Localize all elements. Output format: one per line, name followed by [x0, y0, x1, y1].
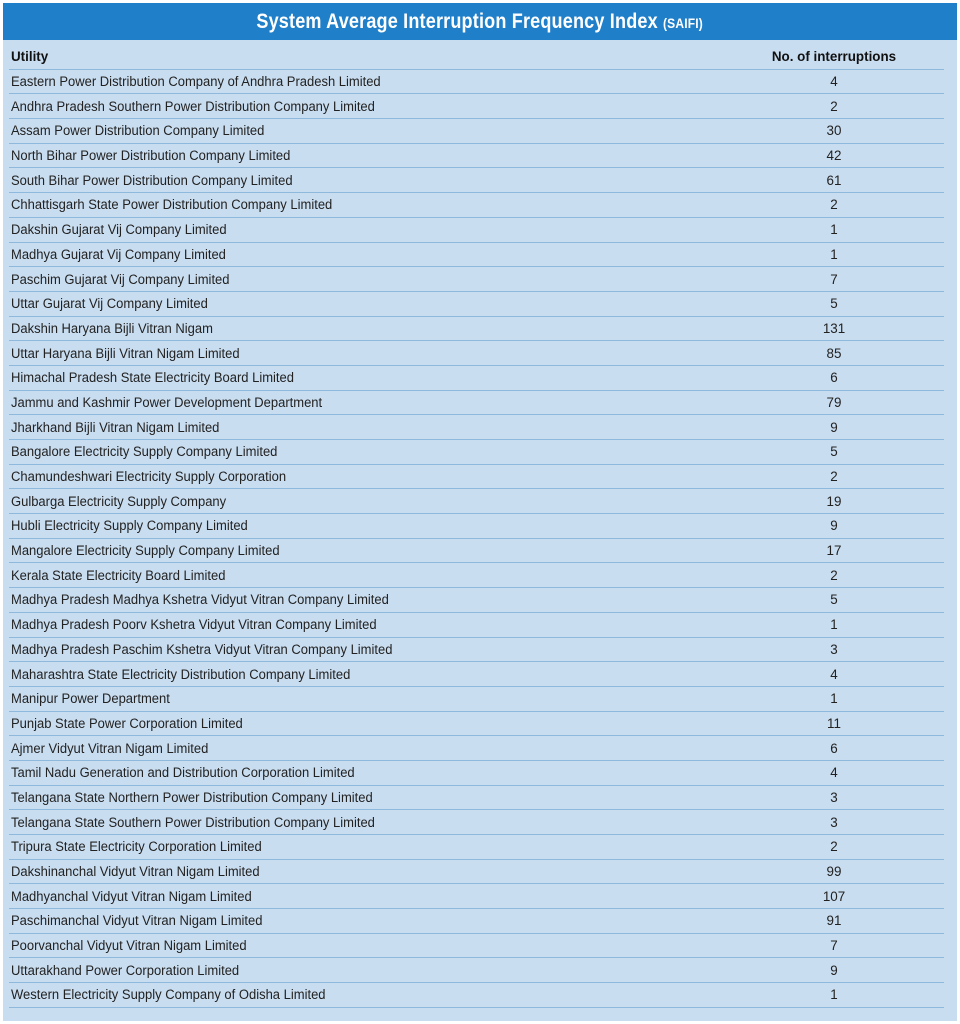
title-banner: [3, 3, 957, 40]
utility-name: Eastern Power Distribution Company of Andhra Pradesh Limited: [11, 74, 381, 90]
interruptions-value: 6: [744, 736, 944, 761]
utility-name-cell: [9, 143, 744, 168]
title-abbreviation: (SAIFI): [663, 14, 704, 31]
table-row: [9, 909, 944, 934]
interruptions-value: 7: [744, 267, 944, 292]
utility-name-cell: [9, 637, 744, 662]
table-row: [9, 365, 944, 390]
utility-name-cell: [9, 810, 744, 835]
utility-name-cell: [9, 662, 744, 687]
utility-name: Jammu and Kashmir Power Development Department: [11, 394, 323, 410]
utility-name: Chhattisgarh State Power Distribution Company Limited: [11, 197, 333, 213]
utility-name: Bangalore Electricity Supply Company Limited: [11, 444, 278, 460]
utility-name: Chamundeshwari Electricity Supply Corporation: [11, 469, 287, 485]
utility-name: Jharkhand Bijli Vitran Nigam Limited: [11, 419, 220, 435]
interruptions-value: 5: [744, 291, 944, 316]
interruptions-value: 6: [744, 365, 944, 390]
interruptions-value: 2: [744, 94, 944, 119]
table-row: [9, 662, 944, 687]
utility-name-cell: [9, 193, 744, 218]
interruptions-value: 5: [744, 588, 944, 613]
table-row: [9, 464, 944, 489]
utility-name: Mangalore Electricity Supply Company Limited: [11, 543, 280, 559]
interruptions-value: 3: [744, 637, 944, 662]
utility-name: Hubli Electricity Supply Company Limited: [11, 518, 248, 534]
table-row: [9, 514, 944, 539]
table-row: [9, 69, 944, 94]
interruptions-value: 4: [744, 662, 944, 687]
utility-name: Punjab State Power Corporation Limited: [11, 715, 243, 731]
interruptions-value: 131: [744, 316, 944, 341]
table-row: [9, 538, 944, 563]
utility-name: Telangana State Southern Power Distribution Company Limited: [11, 814, 375, 830]
utility-name-cell: [9, 217, 744, 242]
utility-name-cell: [9, 736, 744, 761]
utility-name: Madhyanchal Vidyut Vitran Nigam Limited: [11, 888, 252, 904]
interruptions-value: 11: [744, 711, 944, 736]
utility-name: Madhya Pradesh Poorv Kshetra Vidyut Vitran Company Limited: [11, 617, 377, 633]
utility-name: Dakshinanchal Vidyut Vitran Nigam Limited: [11, 864, 260, 880]
utility-name: Dakshin Haryana Bijli Vitran Nigam: [11, 320, 213, 336]
interruptions-value: 1: [744, 242, 944, 267]
utility-name: Western Electricity Supply Company of Odisha Limited: [11, 987, 326, 1003]
table-row: [9, 242, 944, 267]
utility-name: Himachal Pradesh State Electricity Board Limited: [11, 370, 294, 386]
table-row: [9, 760, 944, 785]
utility-name-cell: [9, 933, 744, 958]
utility-name-cell: [9, 909, 744, 934]
utility-name: Uttar Haryana Bijli Vitran Nigam Limited: [11, 345, 240, 361]
utility-name-cell: [9, 341, 744, 366]
interruptions-value: 4: [744, 69, 944, 94]
table-title: [257, 10, 704, 34]
interruptions-column-header: No. of interruptions: [744, 45, 944, 69]
table-row: [9, 933, 944, 958]
table-row: [9, 835, 944, 860]
interruptions-value: 61: [744, 168, 944, 193]
utility-name: Paschimanchal Vidyut Vitran Nigam Limited: [11, 913, 263, 929]
utility-name-cell: [9, 563, 744, 588]
interruptions-value: 7: [744, 933, 944, 958]
title-text: System Average Interruption Frequency Index: [256, 9, 659, 33]
utility-name: Maharashtra State Electricity Distribution Company Limited: [11, 666, 351, 682]
table-row: [9, 217, 944, 242]
table-header-row: [9, 45, 944, 69]
interruptions-value: 1: [744, 686, 944, 711]
table-row: [9, 390, 944, 415]
table-row: [9, 810, 944, 835]
table-row: [9, 94, 944, 119]
interruptions-value: 2: [744, 464, 944, 489]
interruptions-value: 3: [744, 785, 944, 810]
utility-name: North Bihar Power Distribution Company Limited: [11, 148, 291, 164]
table-row: [9, 440, 944, 465]
utility-name-cell: [9, 119, 744, 144]
interruptions-value: 1: [744, 612, 944, 637]
saifi-table: [9, 45, 944, 1008]
utility-name-cell: [9, 168, 744, 193]
utility-name-cell: [9, 785, 744, 810]
interruptions-value: 9: [744, 415, 944, 440]
table-row: [9, 119, 944, 144]
utility-name-cell: [9, 415, 744, 440]
utility-name: Madhya Pradesh Paschim Kshetra Vidyut Vitran Company Limited: [11, 641, 393, 657]
interruptions-value: 3: [744, 810, 944, 835]
utility-name-cell: [9, 983, 744, 1008]
utility-name-cell: [9, 884, 744, 909]
interruptions-value: 91: [744, 909, 944, 934]
utility-name: Uttarakhand Power Corporation Limited: [11, 962, 240, 978]
interruptions-value: 79: [744, 390, 944, 415]
utility-name: Paschim Gujarat Vij Company Limited: [11, 271, 230, 287]
table-row: [9, 612, 944, 637]
table-row: [9, 884, 944, 909]
table-row: [9, 267, 944, 292]
utility-name: Tamil Nadu Generation and Distribution Corporation Limited: [11, 765, 355, 781]
utility-name-cell: [9, 365, 744, 390]
table-row: [9, 563, 944, 588]
utility-name: Madhya Pradesh Madhya Kshetra Vidyut Vitran Company Limited: [11, 592, 389, 608]
utility-name: Assam Power Distribution Company Limited: [11, 123, 265, 139]
utility-name: Uttar Gujarat Vij Company Limited: [11, 296, 208, 312]
utility-name: Gulbarga Electricity Supply Company: [11, 493, 227, 509]
interruptions-value: 2: [744, 835, 944, 860]
interruptions-value: 1: [744, 217, 944, 242]
table-row: [9, 588, 944, 613]
interruptions-value: 42: [744, 143, 944, 168]
utility-column-header: Utility: [9, 45, 744, 69]
interruptions-value: 30: [744, 119, 944, 144]
utility-name-cell: [9, 94, 744, 119]
utility-name-cell: [9, 316, 744, 341]
table-row: [9, 637, 944, 662]
utility-name: Telangana State Northern Power Distribution Company Limited: [11, 789, 373, 805]
interruptions-value: 9: [744, 514, 944, 539]
interruptions-value: 2: [744, 563, 944, 588]
utility-name-cell: [9, 242, 744, 267]
utility-name: Ajmer Vidyut Vitran Nigam Limited: [11, 740, 209, 756]
table-row: [9, 785, 944, 810]
table-row: [9, 291, 944, 316]
utility-name: Andhra Pradesh Southern Power Distribution Company Limited: [11, 98, 375, 114]
utility-name-cell: [9, 69, 744, 94]
table-row: [9, 686, 944, 711]
utility-name-cell: [9, 958, 744, 983]
utility-name-cell: [9, 612, 744, 637]
table-row: [9, 736, 944, 761]
utility-name-cell: [9, 686, 744, 711]
utility-name-cell: [9, 440, 744, 465]
utility-name: Kerala State Electricity Board Limited: [11, 567, 226, 583]
utility-name: Manipur Power Department: [11, 691, 170, 707]
table-row: [9, 316, 944, 341]
utility-name-cell: [9, 464, 744, 489]
utility-name: South Bihar Power Distribution Company Limited: [11, 172, 293, 188]
utility-name-cell: [9, 390, 744, 415]
table-row: [9, 489, 944, 514]
utility-name-cell: [9, 760, 744, 785]
table-row: [9, 958, 944, 983]
table-row: [9, 193, 944, 218]
interruptions-value: 85: [744, 341, 944, 366]
utility-name-cell: [9, 711, 744, 736]
interruptions-value: 107: [744, 884, 944, 909]
utility-name: Poorvanchal Vidyut Vitran Nigam Limited: [11, 938, 247, 954]
utility-name-cell: [9, 267, 744, 292]
table-row: [9, 143, 944, 168]
interruptions-value: 9: [744, 958, 944, 983]
utility-name: Tripura State Electricity Corporation Limited: [11, 839, 262, 855]
interruptions-value: 99: [744, 859, 944, 884]
utility-name-cell: [9, 514, 744, 539]
interruptions-value: 17: [744, 538, 944, 563]
interruptions-value: 5: [744, 440, 944, 465]
interruptions-value: 4: [744, 760, 944, 785]
table-row: [9, 341, 944, 366]
table-body: [9, 69, 944, 1007]
utility-name-cell: [9, 835, 744, 860]
utility-name-cell: [9, 538, 744, 563]
utility-name: Dakshin Gujarat Vij Company Limited: [11, 222, 227, 238]
table-row: [9, 711, 944, 736]
utility-name-cell: [9, 489, 744, 514]
interruptions-value: 1: [744, 983, 944, 1008]
utility-name-cell: [9, 588, 744, 613]
table-row: [9, 415, 944, 440]
utility-name-cell: [9, 291, 744, 316]
table-row: [9, 983, 944, 1008]
interruptions-value: 19: [744, 489, 944, 514]
table-row: [9, 168, 944, 193]
utility-name: Madhya Gujarat Vij Company Limited: [11, 246, 226, 262]
table-row: [9, 859, 944, 884]
interruptions-value: 2: [744, 193, 944, 218]
utility-name-cell: [9, 859, 744, 884]
